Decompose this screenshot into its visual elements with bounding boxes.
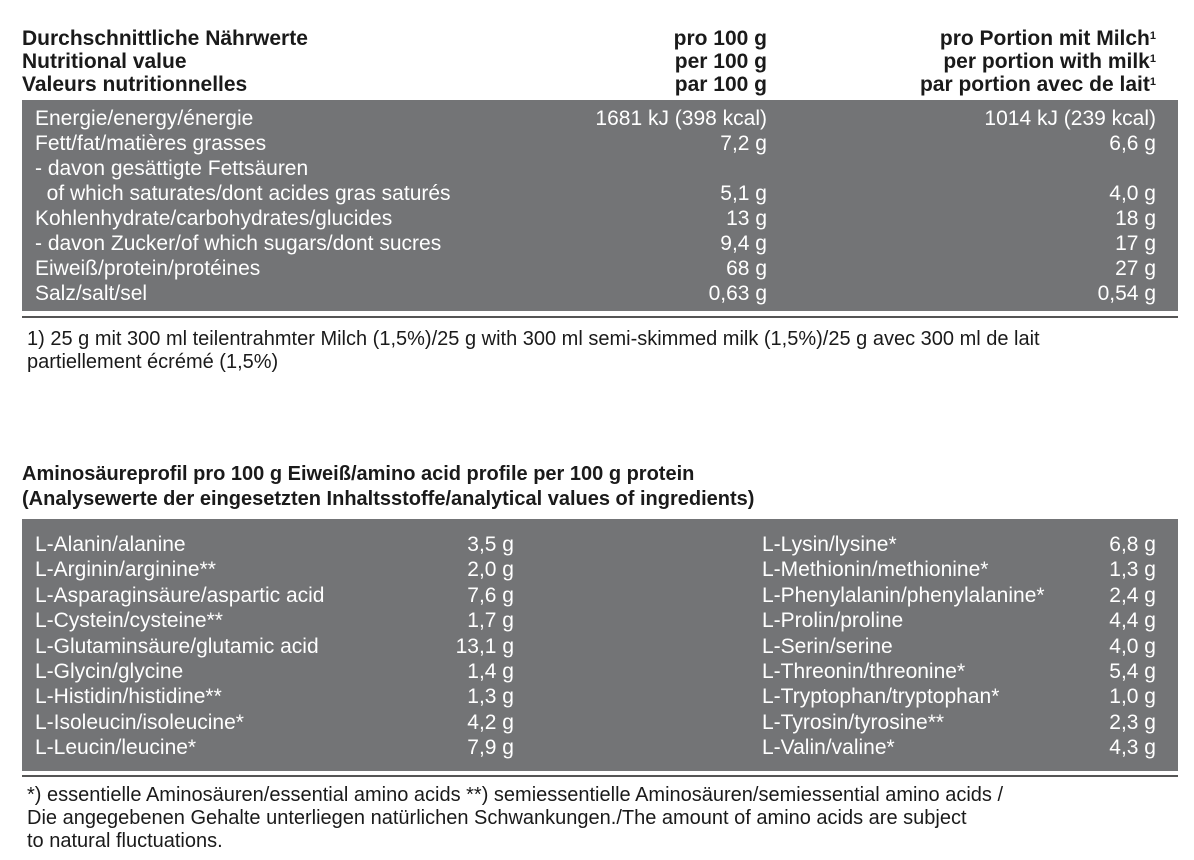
table-row [22,557,1178,582]
amino-table [22,519,1178,771]
nutrition-footnote [27,328,1179,374]
amino-value: 7,9 g [467,736,514,760]
nutrient-portion: 0,54 g [1097,282,1156,305]
amino-value: 1,0 g [1109,685,1156,709]
divider [22,775,1178,777]
nutrient-label: - davon Zucker/of which sugars/dont sucres [35,232,442,255]
amino-value: 1,4 g [467,659,514,683]
footnote-line: *) essentielle Aminosäuren/essential amino acids **) semiessentielle Aminosäuren/semiessential amino acids / [27,784,1004,806]
nutrient-per100: 1681 kJ (398 kcal) [595,107,767,130]
nutrient-portion: 6,6 g [1109,132,1156,155]
table-row [22,181,1178,206]
nutrient-label: Fett/fat/matières grasses [35,132,267,155]
table-row [22,231,1178,256]
amino-label: L-Arginin/arginine** [35,558,216,582]
amino-label: L-Alanin/alanine [35,533,186,556]
amino-label: L-Threonin/threonine* [762,659,966,683]
amino-title-line: (Analysewerte der eingesetzten Inhaltsstoffe/analytical values of ingredients) [22,488,755,510]
header-per100: per 100 g [674,50,767,73]
amino-label: L-Asparaginsäure/aspartic acid [35,583,325,607]
header-portion: per portion with milk$^1$ [943,50,1156,73]
table-row [22,206,1178,231]
amino-label: L-Glycin/glycine [35,659,184,683]
nutrition-table [22,100,1178,311]
nutrient-label: Energie/energy/énergie [35,107,254,130]
header-label: Valeurs nutritionnelles [22,73,248,96]
amino-label: L-Cystein/cysteine** [35,609,223,633]
amino-value: 4,0 g [1109,634,1156,658]
table-row [22,281,1178,306]
table-row [22,684,1178,709]
nutrient-portion: 4,0 g [1109,182,1156,205]
amino-label: L-Glutaminsäure/glutamic acid [35,634,319,658]
table-row [22,608,1178,633]
amino-title-line: Aminosäureprofil pro 100 g Eiweiß/amino acid profile per 100 g protein [22,463,695,485]
nutrition-header-row [22,50,1156,73]
header-per100: par 100 g [674,73,767,96]
amino-value: 6,8 g [1109,533,1156,556]
nutrient-per100: 0,63 g [708,282,767,305]
amino-value: 2,0 g [467,558,514,582]
amino-value: 7,6 g [467,583,514,607]
divider [22,316,1178,318]
footnote-line: partiellement écrémé (1,5%) [27,351,279,373]
amino-label: L-Tryptophan/tryptophan* [762,685,1000,709]
nutrient-per100: 13 g [726,207,767,230]
table-row [22,106,1178,131]
header-label: Nutritional value [22,50,187,73]
nutrition-header [22,27,1156,96]
amino-value: 4,4 g [1109,609,1156,633]
nutrient-label: of which saturates/dont acides gras saturés [35,182,451,205]
nutrition-header-row [22,27,1156,50]
header-per100: pro 100 g [673,27,767,50]
nutrient-per100: 5,1 g [720,182,767,205]
amino-label: L-Leucin/leucine* [35,736,197,760]
footnote-mark: 1 [1149,53,1156,65]
nutrient-label: Kohlenhydrate/carbohydrates/glucides [35,207,393,230]
amino-footnote [27,784,1179,853]
table-row [22,710,1178,735]
table-row [22,156,1178,181]
header-portion: par portion avec de lait$^1$ [919,73,1156,96]
table-row [22,131,1178,156]
footnote-line: 1) 25 g mit 300 ml teilentrahmter Milch (1,5%)/25 g with 300 ml semi-skimmed milk (1,5%)/25 g avec 300 ml de lait [27,328,1040,350]
table-row [22,532,1178,557]
table-row [22,634,1178,659]
table-row [22,256,1178,281]
amino-value: 3,5 g [467,533,514,556]
footnote-line: Die angegebenen Gehalte unterliegen natürlichen Schwankungen./The amount of amino acids are subject [27,807,967,829]
amino-value: 4,2 g [467,710,514,734]
amino-label: L-Histidin/histidine** [35,685,222,709]
nutrient-portion: 1014 kJ (239 kcal) [984,107,1156,130]
amino-label: L-Prolin/proline [762,609,904,633]
footnote-mark: 1 [1149,76,1156,88]
nutrient-label: Eiweiß/protein/protéines [35,257,261,280]
amino-label: L-Lysin/lysine* [762,533,897,556]
table-row [22,583,1178,608]
amino-value: 5,4 g [1109,659,1156,683]
amino-value: 1,3 g [467,685,514,709]
amino-label: L-Tyrosin/tyrosine** [762,710,945,734]
nutrient-portion: 17 g [1115,232,1156,255]
amino-value: 2,3 g [1109,710,1156,734]
header-label: Durchschnittliche Nährwerte [22,27,308,50]
footnote-line: to natural fluctuations. [27,830,223,852]
amino-label: L-Isoleucin/isoleucine* [35,710,244,734]
nutrient-per100: 7,2 g [720,132,767,155]
amino-value: 1,7 g [467,609,514,633]
nutrient-portion: 27 g [1115,257,1156,280]
amino-label: L-Phenylalanin/phenylalanine* [762,583,1045,607]
nutrition-header-row [22,73,1156,96]
amino-value: 4,3 g [1109,736,1156,760]
table-row [22,735,1178,760]
amino-label: L-Methionin/methionine* [762,558,989,582]
amino-label: L-Serin/serine [762,634,893,658]
footnote-mark: 1 [1149,30,1156,42]
nutrient-label: Salz/salt/sel [35,282,148,305]
amino-label: L-Valin/valine* [762,736,895,760]
nutrient-per100: 68 g [726,257,767,280]
amino-value: 2,4 g [1109,583,1156,607]
nutrient-portion: 18 g [1115,207,1156,230]
amino-title [22,462,1156,512]
table-row [22,659,1178,684]
nutrient-per100: 9,4 g [720,232,767,255]
amino-value: 13,1 g [455,634,514,658]
amino-value: 1,3 g [1109,558,1156,582]
header-portion: pro Portion mit Milch$^1$ [939,27,1156,50]
nutrient-label: - davon gesättigte Fettsäuren [35,157,309,180]
